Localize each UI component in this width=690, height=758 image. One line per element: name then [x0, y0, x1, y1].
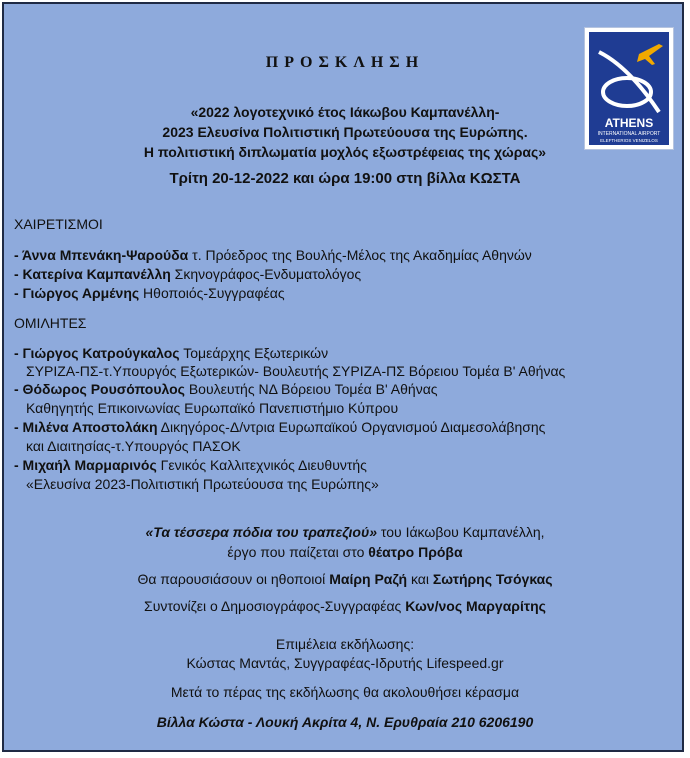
speaker-role: Βουλευτής ΝΔ Βόρειου Τομέα Β' Αθήνας [184, 381, 438, 397]
speaker-role-continued: Καθηγητής Επικοινωνίας Ευρωπαϊκό Πανεπιστήμιο Κύπρου [26, 400, 399, 416]
play-line-2 [4, 544, 686, 560]
speaker-name: - Μιλένα Αποστολάκη [14, 419, 158, 435]
logo-line1: INTERNATIONAL AIRPORT [597, 131, 661, 137]
speaker-item [14, 457, 367, 473]
speaker-role-continued: και Διαιτησίας-τ.Υπουργός ΠΑΣΟΚ [26, 438, 241, 454]
speaker-role-continued: «Ελευσίνα 2023-Πολιτιστική Πρωτεύουσα της Ευρώπης» [26, 476, 379, 492]
greeting-name: - Άννα Μπενάκη-Ψαρούδα [14, 247, 189, 263]
greeting-item [14, 285, 285, 301]
speaker-name: - Μιχαήλ Μαρμαρινός [14, 457, 157, 473]
speaker-role: Δικηγόρος-Δ/ντρια Ευρωπαϊκού Οργανισμού Διαμεσολάβησης [157, 419, 546, 435]
actors-prefix: Θα παρουσιάσουν οι ηθοποιοί [137, 571, 330, 587]
venue-address: Βίλλα Κώστα - Λουκή Ακρίτα 4, Ν. Ερυθραία 210 6206190 [156, 714, 534, 730]
theme-line-3: Η πολιτιστική διπλωματία μοχλός εξωστρέφειας της χώρας» [143, 144, 547, 160]
greeting-name: - Κατερίνα Καμπανέλλη [14, 266, 171, 282]
speaker-role: Γενικός Καλλιτεχνικός Διευθυντής [156, 457, 367, 473]
speaker-item [14, 345, 328, 361]
greetings-heading: ΧΑΙΡΕΤΙΣΜΟΙ [14, 216, 103, 232]
organizer: Κώστας Μαντάς, Συγγραφέας-Ιδρυτής Lifespeed.gr [186, 655, 504, 671]
speaker-name: - Γιώργος Κατρούγκαλος [14, 345, 180, 361]
page-title: ΠΡΟΣΚΛΗΣΗ [265, 54, 425, 71]
moderator-line [4, 598, 686, 614]
greeting-item [14, 266, 361, 282]
speaker-role: Τομεάρχης Εξωτερικών [179, 345, 329, 361]
moderator-name: Κων/νος Μαργαρίτης [405, 598, 546, 614]
theme-line-2: 2023 Ελευσίνα Πολιτιστική Πρωτεύουσα της Ευρώπης. [162, 124, 528, 140]
speaker-role-continued: ΣΥΡΙΖΑ-ΠΣ-τ.Υπουργός Εξωτερικών- Βουλευτής ΣΥΡΙΖΑ-ΠΣ Βόρειου Τομέα Β' Αθήνας [26, 363, 566, 379]
invitation-card [2, 2, 684, 752]
event-date: Τρίτη 20-12-2022 και ώρα 19:00 στη βίλλα ΚΩΣΤΑ [169, 170, 521, 187]
actors-line [4, 571, 686, 587]
speaker-name: - Θόδωρος Ρουσόπουλος [14, 381, 185, 397]
greeting-role: Σκηνογράφος-Ενδυματολόγος [170, 266, 362, 282]
actor-name: Μαίρη Ραζή [329, 571, 408, 587]
moderator-prefix: Συντονίζει ο Δημοσιογράφος-Συγγραφέας [144, 598, 406, 614]
play-title: «Τα τέσσερα πόδια του τραπεζιού» [145, 524, 378, 540]
speaker-item [14, 381, 438, 397]
speakers-heading: ΟΜΙΛΗΤΕΣ [14, 315, 87, 331]
play-author: του Ιάκωβου Καμπανέλλη, [377, 524, 545, 540]
organization-heading: Επιμέλεια εκδήλωσης: [275, 636, 415, 652]
logo-line2: ELEFTHERIOS VENIZELOS [600, 138, 658, 143]
theme-line-1: «2022 λογοτεχνικό έτος Ιάκωβου Καμπανέλλη- [190, 104, 500, 120]
actor-name: Σωτήρης Τσόγκας [432, 571, 553, 587]
play-line-1 [4, 524, 686, 540]
greeting-role: Ηθοποιός-Συγγραφέας [139, 285, 285, 301]
greeting-item [14, 247, 532, 263]
reception-note: Μετά το πέρας της εκδήλωσης θα ακολουθήσει κέρασμα [170, 684, 520, 700]
theatre-name: θέατρο Πρόβα [368, 544, 463, 560]
greeting-name: - Γιώργος Αρμένης [14, 285, 140, 301]
speaker-item [14, 419, 545, 435]
greeting-role: τ. Πρόεδρος της Βουλής-Μέλος της Ακαδημίας Αθηνών [188, 247, 532, 263]
actors-and: και [407, 571, 433, 587]
logo-brand: ATHENS [604, 116, 654, 130]
play-venue-prefix: έργο που παίζεται στο [227, 544, 369, 560]
